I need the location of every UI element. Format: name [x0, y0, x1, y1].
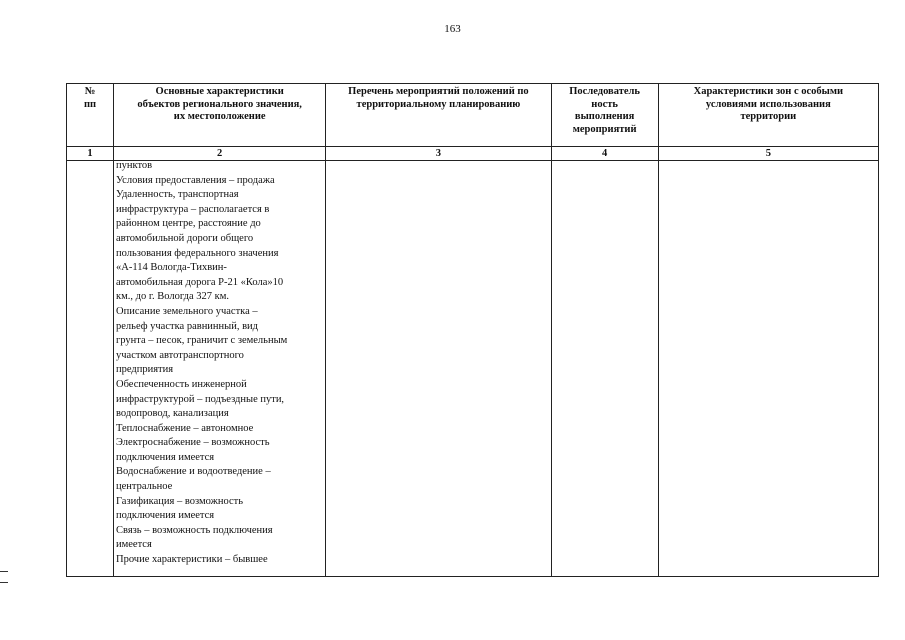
text-line: Теплоснабжение – автономное — [116, 422, 254, 434]
text-line: инфраструктурой – подъездные пути, — [116, 393, 285, 405]
header-text: № пп — [83, 86, 97, 110]
text-line: инфраструктура – располагается в — [116, 203, 270, 215]
text-line: Обеспеченность инженерной — [116, 378, 247, 390]
header-zone-characteristics — [658, 84, 878, 147]
text-line: пунктов — [116, 160, 153, 171]
cell-sequence — [551, 161, 658, 577]
text-line: грунта – песок, граничит с земельным — [116, 335, 288, 347]
text-line: рельеф участка равнинный, вид — [116, 320, 259, 332]
text-line: Описание земельного участка – — [116, 305, 258, 317]
text-line: подключения имеется — [116, 510, 215, 522]
margin-mark — [0, 571, 8, 572]
text-line: Прочие характеристики – бывшее — [116, 554, 268, 566]
header-text: Последователь ность выполнения мероприятий — [569, 86, 640, 135]
header-measures-list — [326, 84, 551, 147]
text-line: участком автотранспортного — [116, 349, 244, 361]
text-line: автомобильной дороги общего — [116, 232, 254, 244]
table-header-row — [67, 84, 879, 147]
header-text: Перечень мероприятий положений по территориальному планированию — [348, 86, 529, 110]
text-line: Газификация – возможность — [116, 495, 244, 507]
text-line: «А-114 Вологда-Тихвин- — [116, 262, 227, 274]
text-line: км., до г. Вологда 327 км. — [116, 291, 229, 303]
margin-mark — [0, 582, 8, 583]
header-text: Основные характеристики объектов регионального значения, их местоположение — [137, 86, 302, 122]
text-line: предприятия — [116, 364, 174, 376]
text-line: подключения имеется — [116, 451, 215, 463]
text-line: районном центре, расстояние до — [116, 218, 261, 230]
text-line: Водоснабжение и водоотведение – — [116, 466, 271, 478]
text-line: Связь – возможность подключения — [116, 524, 273, 536]
text-line: водопровод, канализация — [116, 408, 229, 420]
header-text: Характеристики зон с особыми условиями использования территории — [693, 86, 844, 122]
header-object-characteristics — [114, 84, 326, 147]
text-line: центральное — [116, 481, 173, 493]
column-number: 1 — [67, 147, 114, 161]
header-number — [67, 84, 114, 147]
text-line: пользования федерального значения — [116, 247, 279, 259]
column-number: 4 — [551, 147, 658, 161]
column-number: 2 — [114, 147, 326, 161]
text-line: Удаленность, транспортная — [116, 189, 239, 201]
cell-zone-characteristics — [658, 161, 878, 577]
column-number: 3 — [326, 147, 551, 161]
object-characteristics-text — [66, 159, 376, 568]
text-line: Электроснабжение – возможность — [116, 437, 270, 449]
text-line: Условия предоставления – продажа — [116, 174, 275, 186]
text-line: имеется — [116, 539, 152, 551]
header-sequence — [551, 84, 658, 147]
page-number: 163 — [444, 23, 461, 35]
text-line: автомобильная дорога Р-21 «Кола»10 — [116, 276, 284, 288]
column-number: 5 — [658, 147, 878, 161]
